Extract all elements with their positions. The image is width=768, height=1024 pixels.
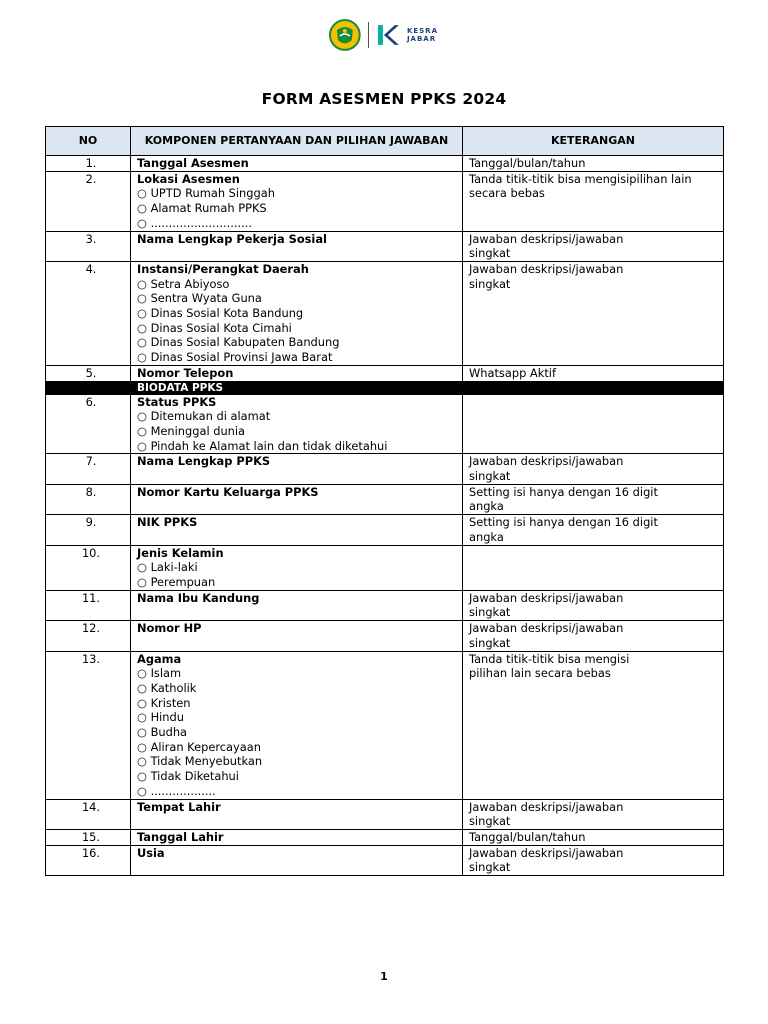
table-row — [46, 829, 724, 845]
keterangan-line: Jawaban deskripsi/jawaban — [469, 261, 624, 276]
question-cell — [131, 454, 463, 484]
question-label: Instansi/Perangkat Daerah — [137, 261, 309, 276]
keterangan-line: Jawaban deskripsi/jawaban — [469, 231, 624, 246]
answer-option: ○ Dinas Sosial Kota Cimahi — [137, 321, 462, 336]
keterangan-line: Tanda titik-titik bisa mengisipilihan lain — [469, 171, 692, 186]
answer-option: ○ Dinas Sosial Provinsi Jawa Barat — [137, 350, 462, 365]
question-label: Nama Ibu Kandung — [137, 590, 260, 605]
question-label: Nama Lengkap PPKS — [137, 454, 271, 469]
row-number: 15. — [46, 829, 131, 845]
question-label: Status PPKS — [137, 394, 217, 409]
row-number: 8. — [46, 484, 131, 514]
row-number: 6. — [46, 394, 131, 454]
answer-option: ○ Tidak Menyebutkan — [137, 754, 462, 769]
keterangan-line: Jawaban deskripsi/jawaban — [469, 621, 624, 636]
answer-option: ○ Islam — [137, 666, 462, 681]
question-label: Lokasi Asesmen — [137, 171, 240, 186]
logo-divider — [368, 22, 369, 48]
kesra-line1: KESRA — [406, 27, 438, 35]
row-number: 4. — [46, 261, 131, 365]
keterangan-line: singkat — [469, 276, 511, 291]
question-cell — [131, 394, 463, 454]
row-number: 14. — [46, 799, 131, 829]
section-title: BIODATA PPKS — [131, 381, 463, 394]
page-number: 1 — [380, 970, 388, 983]
table-row — [46, 799, 724, 829]
question-label: NIK PPKS — [137, 515, 198, 530]
keterangan-cell — [463, 171, 724, 231]
question-cell — [131, 829, 463, 845]
row-number: 12. — [46, 621, 131, 651]
keterangan-line: secara bebas — [469, 186, 545, 201]
table-row — [46, 590, 724, 620]
keterangan-line: angka — [469, 499, 504, 514]
table-row — [46, 394, 724, 454]
keterangan-line: Tanda titik-titik bisa mengisi — [469, 651, 630, 666]
question-label: Tempat Lahir — [137, 799, 221, 814]
row-number: 3. — [46, 231, 131, 261]
row-number: 1. — [46, 156, 131, 172]
keterangan-line: Jawaban deskripsi/jawaban — [469, 590, 624, 605]
keterangan-line: Jawaban deskripsi/jawaban — [469, 845, 624, 860]
keterangan-line: singkat — [469, 246, 511, 261]
keterangan-cell — [463, 261, 724, 365]
answer-option: ○ Alamat Rumah PPKS — [137, 201, 462, 216]
keterangan-line: singkat — [469, 860, 511, 875]
answer-option: ○ Budha — [137, 725, 462, 740]
answer-option: ○ Sentra Wyata Guna — [137, 291, 462, 306]
table-row — [46, 365, 724, 381]
question-cell — [131, 156, 463, 172]
keterangan-line: Tanggal/bulan/tahun — [469, 156, 586, 170]
question-label: Nomor Telepon — [137, 365, 234, 380]
keterangan-cell — [463, 454, 724, 484]
answer-option: ○ Katholik — [137, 681, 462, 696]
table-row — [46, 156, 724, 172]
table-row — [46, 845, 724, 875]
keterangan-cell — [463, 651, 724, 799]
answer-option: ○ Dinas Sosial Kota Bandung — [137, 306, 462, 321]
column-header-komponen: KOMPONEN PERTANYAAN DAN PILIHAN JAWABAN — [131, 127, 463, 156]
answer-option: ○ Meninggal dunia — [137, 424, 462, 439]
table-row — [46, 261, 724, 365]
question-cell — [131, 621, 463, 651]
header-logos — [328, 16, 438, 54]
keterangan-cell — [463, 829, 724, 845]
keterangan-line: pilihan lain secara bebas — [469, 666, 611, 681]
kesra-logo-icon — [375, 22, 401, 48]
question-cell — [131, 590, 463, 620]
question-label: Usia — [137, 845, 165, 860]
keterangan-line: singkat — [469, 814, 511, 829]
keterangan-cell — [463, 365, 724, 381]
kesra-line2: JABAR — [406, 35, 437, 43]
question-cell — [131, 261, 463, 365]
keterangan-line: Whatsapp Aktif — [469, 365, 556, 380]
answer-option: ○ .................. — [137, 784, 462, 799]
question-cell — [131, 231, 463, 261]
keterangan-cell — [463, 156, 724, 172]
table-row — [46, 454, 724, 484]
question-cell — [131, 484, 463, 514]
answer-option: ○ Ditemukan di alamat — [137, 409, 462, 424]
table-row — [46, 651, 724, 799]
table-row — [46, 621, 724, 651]
form-title: FORM ASESMEN PPKS 2024 — [261, 90, 507, 108]
keterangan-line: singkat — [469, 605, 511, 620]
table-row — [46, 171, 724, 231]
question-cell — [131, 845, 463, 875]
question-label: Agama — [137, 651, 182, 666]
keterangan-line: singkat — [469, 635, 511, 650]
keterangan-line: Jawaban deskripsi/jawaban — [469, 454, 624, 469]
question-cell — [131, 515, 463, 545]
answer-option: ○ Tidak Diketahui — [137, 769, 462, 784]
column-header-no: NO — [46, 127, 131, 156]
answer-option: ○ ............................ — [137, 216, 462, 231]
question-label: Nomor HP — [137, 621, 202, 636]
table-row — [46, 231, 724, 261]
keterangan-cell — [463, 621, 724, 651]
question-cell — [131, 365, 463, 381]
keterangan-cell — [463, 545, 724, 590]
answer-option: ○ Perempuan — [137, 575, 462, 590]
table-body — [46, 156, 724, 876]
assessment-table — [45, 126, 724, 876]
answer-option: ○ Laki-laki — [137, 560, 462, 575]
question-label: Tanggal Asesmen — [137, 156, 249, 170]
row-number: 5. — [46, 365, 131, 381]
row-number: 9. — [46, 515, 131, 545]
column-header-keterangan: KETERANGAN — [463, 127, 724, 156]
answer-option: ○ Aliran Kepercayaan — [137, 740, 462, 755]
keterangan-line: angka — [469, 529, 504, 544]
keterangan-line: Jawaban deskripsi/jawaban — [469, 799, 624, 814]
row-number: 2. — [46, 171, 131, 231]
keterangan-cell — [463, 590, 724, 620]
keterangan-cell — [463, 845, 724, 875]
section-cell-blank — [463, 381, 724, 394]
keterangan-line: Setting isi hanya dengan 16 digit — [469, 515, 658, 530]
question-cell — [131, 651, 463, 799]
keterangan-cell — [463, 515, 724, 545]
row-number: 10. — [46, 545, 131, 590]
keterangan-line: singkat — [469, 469, 511, 484]
question-cell — [131, 171, 463, 231]
question-label: Jenis Kelamin — [137, 545, 224, 560]
kesra-logo-text — [407, 27, 438, 43]
keterangan-cell — [463, 799, 724, 829]
question-label: Nomor Kartu Keluarga PPKS — [137, 484, 319, 499]
west-java-seal-icon — [328, 18, 362, 52]
question-cell — [131, 545, 463, 590]
table-row — [46, 515, 724, 545]
question-cell — [131, 799, 463, 829]
row-number: 16. — [46, 845, 131, 875]
section-row — [46, 381, 724, 394]
row-number: 11. — [46, 590, 131, 620]
question-label: Nama Lengkap Pekerja Sosial — [137, 231, 327, 246]
answer-option: ○ Pindah ke Alamat lain dan tidak diketahui — [137, 439, 462, 454]
answer-option: ○ Dinas Sosial Kabupaten Bandung — [137, 335, 462, 350]
table-row — [46, 484, 724, 514]
table-header-row — [46, 127, 724, 156]
answer-option: ○ Kristen — [137, 696, 462, 711]
keterangan-cell — [463, 231, 724, 261]
section-cell-blank — [46, 381, 131, 394]
table-row — [46, 545, 724, 590]
keterangan-cell — [463, 394, 724, 454]
keterangan-line: Setting isi hanya dengan 16 digit — [469, 484, 658, 499]
row-number: 13. — [46, 651, 131, 799]
row-number: 7. — [46, 454, 131, 484]
answer-option: ○ UPTD Rumah Singgah — [137, 186, 462, 201]
answer-option: ○ Hindu — [137, 710, 462, 725]
answer-option: ○ Setra Abiyoso — [137, 277, 462, 292]
question-label: Tanggal Lahir — [137, 829, 224, 844]
keterangan-line: Tanggal/bulan/tahun — [469, 829, 586, 844]
keterangan-cell — [463, 484, 724, 514]
